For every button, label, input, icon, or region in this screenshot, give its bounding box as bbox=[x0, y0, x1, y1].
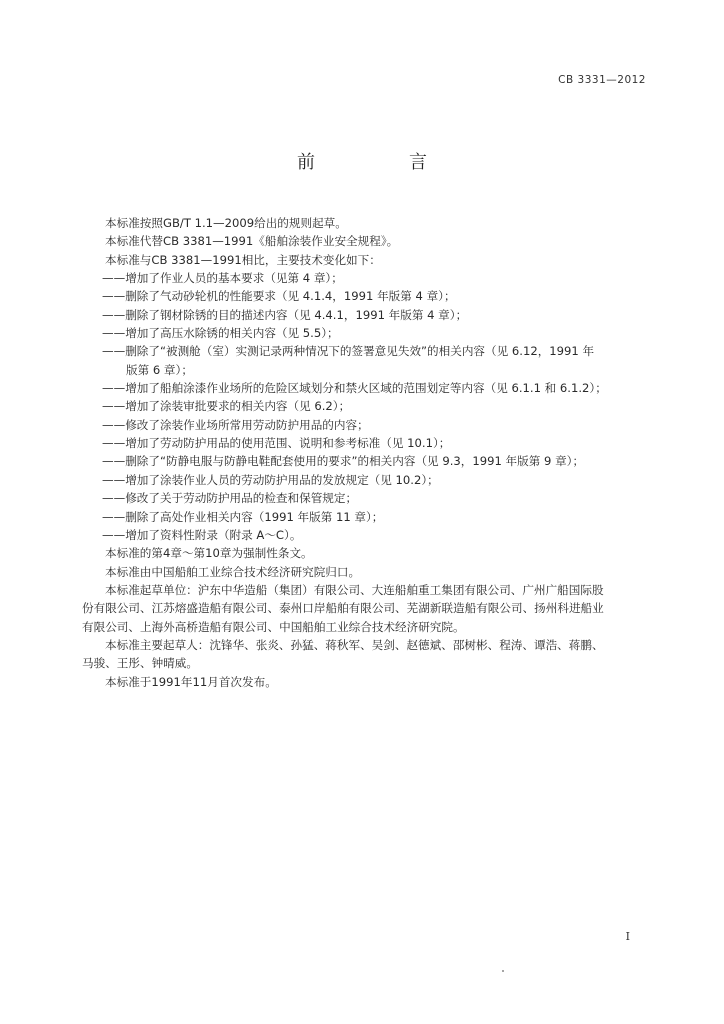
change-item: ——增加了劳动防护用品的使用范围、说明和参考标准（见 10.1）； bbox=[102, 436, 451, 451]
foreword-body bbox=[82, 214, 648, 691]
paragraph: 本标准的第4章～第10章为强制性条文。 bbox=[105, 546, 313, 561]
change-item: ——删除了气动砂轮机的性能要求（见 4.1.4，1991 年版第 4 章）； bbox=[102, 289, 456, 304]
change-item: ——删除了高处作业相关内容（1991 年版第 11 章）； bbox=[102, 509, 384, 524]
paragraph: 本标准代替CB 3381—1991《船舶涂装作业安全规程》。 bbox=[105, 234, 399, 249]
page-title: 前 言 bbox=[297, 152, 465, 173]
change-item: ——增加了高压水除锈的相关内容（见 5.5）； bbox=[102, 326, 339, 341]
change-item-continuation: 版第 6 章）； bbox=[126, 362, 193, 377]
change-item: ——增加了船舶涂漆作业场所的危险区域划分和禁火区域的范围划定等内容（见 6.1.1 和 6.1.2）； bbox=[102, 381, 607, 396]
page-number: I bbox=[625, 930, 630, 943]
paragraph: 本标准由中国船舶工业综合技术经济研究院归口。 bbox=[105, 564, 361, 579]
change-item: ——增加了涂装作业人员的劳动防护用品的发放规定（见 10.2）； bbox=[102, 472, 439, 487]
change-item: ——修改了涂装作业场所常用劳动防护用品的内容； bbox=[102, 417, 369, 432]
paragraph: 本标准主要起草人：沈锋华、张炎、孙猛、蒋秋军、吴剑、赵德斌、邵树彬、程涛、谭浩、蒋鹏、 bbox=[105, 637, 604, 652]
paragraph-continuation: 马骏、王彤、钟晴威。 bbox=[82, 656, 198, 671]
change-item: ——增加了作业人员的基本要求（见第 4 章）； bbox=[102, 271, 343, 286]
change-item: ——删除了“防静电服与防静电鞋配套使用的要求”的相关内容（见 9.3，1991 年版第 9 章）； bbox=[102, 454, 585, 469]
change-item: ——删除了钢材除锈的目的描述内容（见 4.4.1，1991 年版第 4 章）； bbox=[102, 307, 468, 322]
paragraph: 本标准按照GB/T 1.1—2009给出的规则起草。 bbox=[105, 216, 347, 230]
change-item: ——修改了关于劳动防护用品的检查和保管规定； bbox=[102, 491, 358, 506]
paragraph: 本标准于1991年11月首次发布。 bbox=[105, 674, 277, 689]
standard-code: CB 3331—2012 bbox=[558, 74, 646, 86]
change-item: ——增加了涂装审批要求的相关内容（见 6.2）； bbox=[102, 399, 351, 414]
change-item: ——删除了“被测舱（室）实测记录两种情况下的签署意见失效”的相关内容（见 6.12，1991 年 bbox=[102, 344, 595, 359]
scan-speck bbox=[502, 970, 504, 972]
paragraph: 本标准与CB 3381—1991相比，主要技术变化如下： bbox=[105, 252, 381, 267]
paragraph-continuation: 份有限公司、江苏熔盛造船有限公司、泰州口岸船舶有限公司、芜湖新联造船有限公司、扬州科进船业 bbox=[82, 601, 604, 616]
change-item: ——增加了资料性附录（附录 A～C）。 bbox=[102, 527, 302, 542]
paragraph: 本标准起草单位：沪东中华造船（集团）有限公司、大连船舶重工集团有限公司、广州广船国际股 bbox=[105, 582, 604, 597]
paragraph-continuation: 有限公司、上海外高桥造船有限公司、中国船舶工业综合技术经济研究院。 bbox=[82, 619, 465, 634]
